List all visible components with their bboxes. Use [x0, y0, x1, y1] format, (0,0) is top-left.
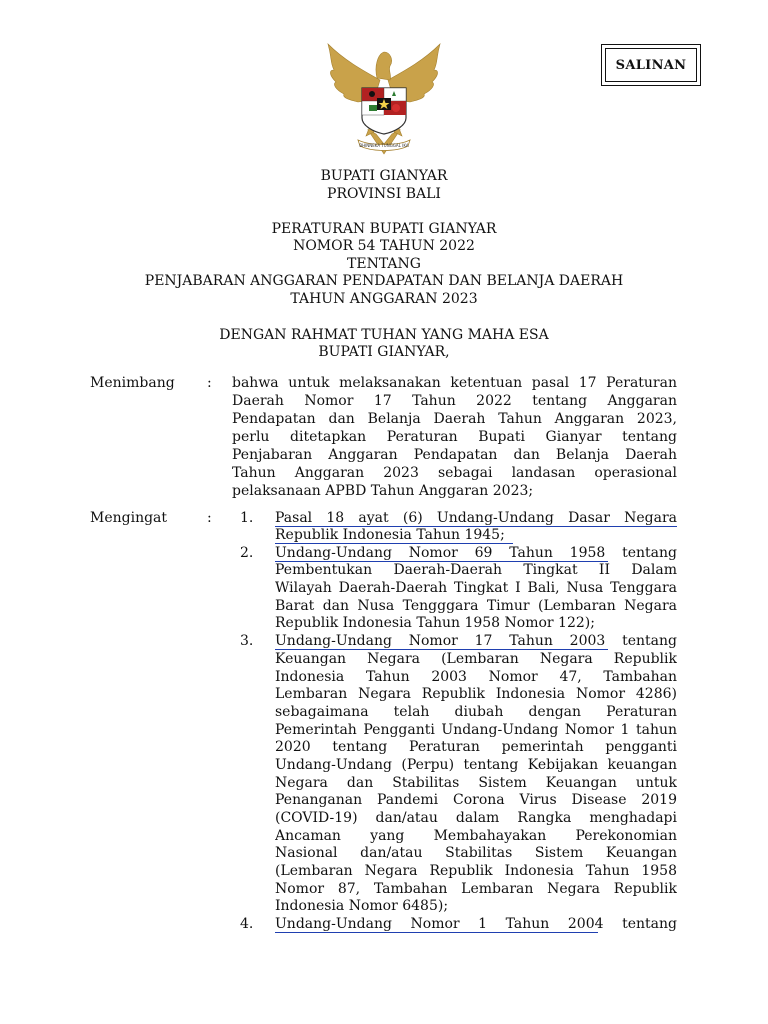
regulation-subject-2: TAHUN ANGGARAN 2023 [290, 291, 478, 307]
salinan-stamp [601, 44, 701, 86]
menimbang-line: perlu ditetapkan Peraturan Bupati Gianyar tentang [232, 429, 677, 445]
mengingat-item-line: (COVID-19) dan/atau dalam Rangka menghadapi [275, 810, 677, 826]
salinan-stamp-label: SALINAN [605, 48, 697, 82]
mengingat-item-line: Nomor 87, Tambahan Lembaran Negara Republik [275, 881, 677, 897]
mengingat-item-line: sebagaimana telah diubah dengan Peraturan [275, 704, 677, 720]
regulation-number: NOMOR 54 TAHUN 2022 [293, 238, 475, 254]
reference-link-underline[interactable] [275, 932, 598, 933]
regulation-subject-1: PENJABARAN ANGGARAN PENDAPATAN DAN BELANJA DAERAH [144, 273, 624, 289]
mengingat-item-line: Barat dan Nusa Tengggara Timur (Lembaran Negara [275, 598, 677, 614]
mengingat-item-number: 3. [240, 633, 254, 649]
garuda-emblem-icon [322, 40, 446, 158]
mengingat-item-line: Undang-Undang (Perpu) tentang Kebijakan keuangan [275, 757, 677, 773]
menimbang-line: Pendapatan dan Belanja Daerah Tahun Anggaran 2023, [232, 411, 677, 427]
mengingat-item-line: Lembaran Negara Republik Indonesia Nomor 4286) [275, 686, 677, 702]
header-province: PROVINSI BALI [327, 186, 441, 202]
mengingat-item-number: 1. [240, 510, 254, 526]
mengingat-item-line: Pasal 18 ayat (6) Undang-Undang Dasar Negara [275, 510, 677, 526]
reference-link-underline[interactable] [275, 526, 677, 527]
mengingat-item-line: Keuangan Negara (Lembaran Negara Republik [275, 651, 677, 667]
mengingat-colon: : [207, 510, 212, 526]
mengingat-item-line: (Lembaran Negara Republik Indonesia Tahun 1958 [275, 863, 677, 879]
mengingat-item-number: 4. [240, 916, 254, 932]
menimbang-line: pelaksanaan APBD Tahun Anggaran 2023; [232, 483, 534, 499]
mengingat-label: Mengingat [90, 510, 168, 526]
mengingat-item-line: Undang-Undang Nomor 1 Tahun 2004 tentang [275, 916, 677, 932]
blessing-line: DENGAN RAHMAT TUHAN YANG MAHA ESA [219, 327, 549, 343]
menimbang-colon: : [207, 375, 212, 391]
mengingat-item-line: Republik Indonesia Tahun 1945; [275, 527, 505, 543]
mengingat-item-line: Penanganan Pandemi Corona Virus Disease 2019 [275, 792, 677, 808]
regulation-about: TENTANG [347, 256, 421, 272]
mengingat-item-line: Indonesia Nomor 6485); [275, 898, 449, 914]
mengingat-item-line: Nasional dan/atau Stabilitas Sistem Keuangan [275, 845, 677, 861]
menimbang-line: Tahun Anggaran 2023 sebagai landasan operasional [232, 465, 677, 481]
mengingat-item-number: 2. [240, 545, 254, 561]
mengingat-item-line: Ancaman yang Membahayakan Perekonomian [275, 828, 677, 844]
menimbang-line: Daerah Nomor 17 Tahun 2022 tentang Anggaran [232, 393, 677, 409]
menimbang-line: bahwa untuk melaksanakan ketentuan pasal 17 Peraturan [232, 375, 677, 391]
mengingat-item-line: Republik Indonesia Tahun 1958 Nomor 122); [275, 615, 595, 631]
mengingat-item-line: Pembentukan Daerah-Daerah Tingkat II Dalam [275, 562, 677, 578]
mengingat-item-line: Pemerintah Pengganti Undang-Undang Nomor 1 tahun [275, 722, 677, 738]
mengingat-item-line: 2020 tentang Peraturan pemerintah pengganti [275, 739, 677, 755]
mengingat-item-line: Undang-Undang Nomor 17 Tahun 2003 tentang [275, 633, 677, 649]
menimbang-label: Menimbang [90, 375, 175, 391]
menimbang-line: Penjabaran Anggaran Pendapatan dan Belanja Daerah [232, 447, 677, 463]
header-regent: BUPATI GIANYAR [320, 168, 448, 184]
motto-ribbon-text: BHINNEKA TUNGGAL IKA [359, 143, 409, 148]
mengingat-item-line: Indonesia Tahun 2003 Nomor 47, Tambahan [275, 669, 677, 685]
mengingat-item-line: Undang-Undang Nomor 69 Tahun 1958 tentang [275, 545, 677, 561]
mengingat-item-line: Wilayah Daerah-Daerah Tingkat I Bali, Nusa Tenggara [275, 580, 677, 596]
regulation-title: PERATURAN BUPATI GIANYAR [271, 221, 497, 237]
regent-signatory-line: BUPATI GIANYAR, [318, 344, 450, 360]
mengingat-item-line: Negara dan Stabilitas Sistem Keuangan untuk [275, 775, 677, 791]
